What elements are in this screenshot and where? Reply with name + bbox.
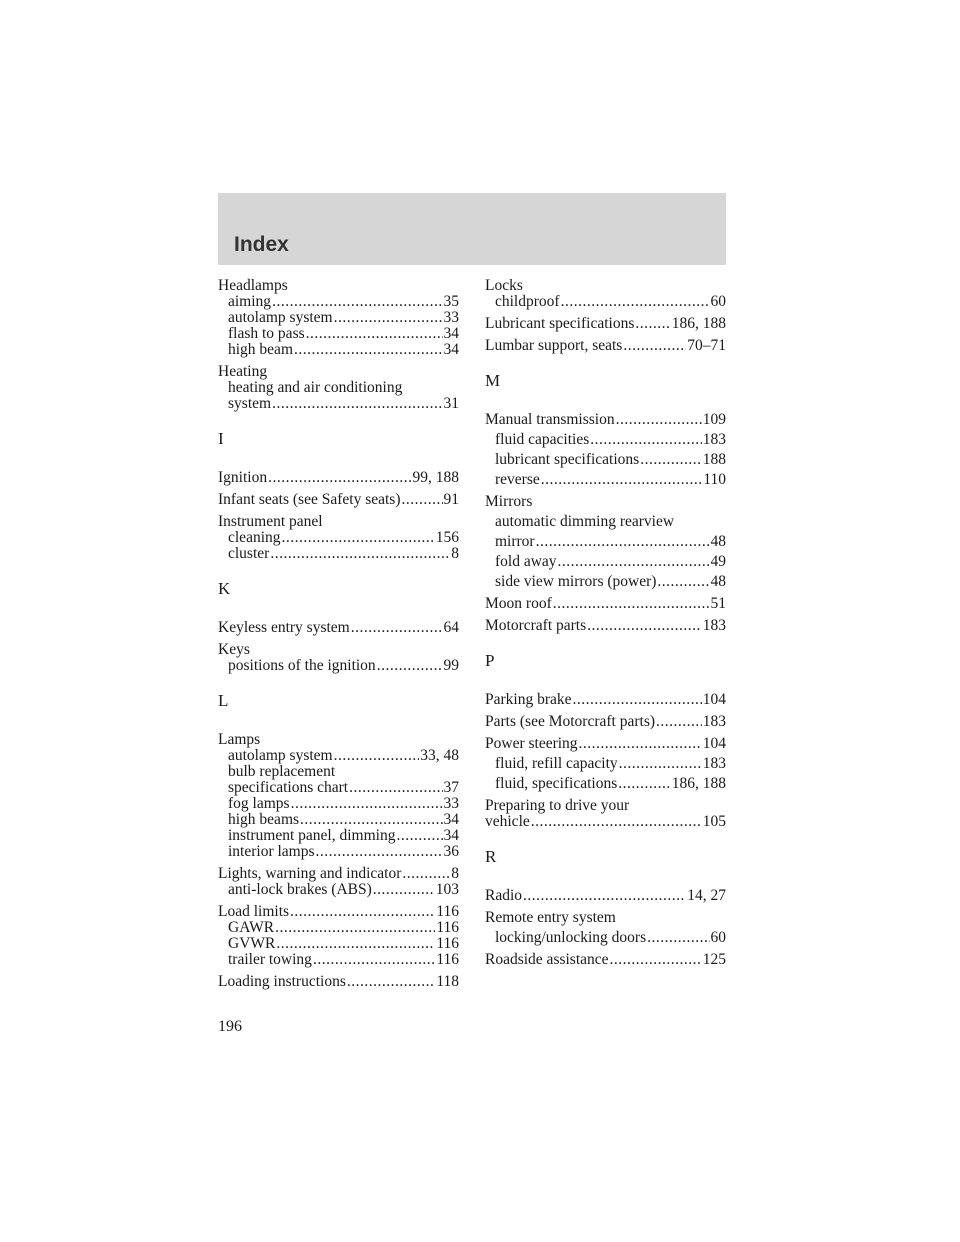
index-subentry (218, 530, 459, 546)
index-subentry (218, 920, 459, 936)
index-subentry (218, 812, 459, 828)
page-reference: 99 (443, 658, 459, 674)
entry-text: side view mirrors (power) (495, 574, 657, 590)
index-subentry (218, 546, 459, 562)
index-entry (485, 338, 726, 354)
entry-heading (218, 904, 459, 920)
dot-leader (610, 952, 702, 968)
page-reference: 31 (443, 396, 459, 412)
page-reference: 33 (443, 310, 459, 326)
page-reference: 118 (436, 974, 459, 990)
entry-heading: Headlamps (218, 278, 288, 294)
page-reference: 125 (702, 952, 726, 968)
entry-text: high beams (228, 812, 300, 828)
index-subentry (485, 574, 726, 590)
section-letter: R (485, 847, 497, 866)
section-letter: L (218, 691, 229, 710)
page-reference: 36 (443, 844, 459, 860)
page-reference: 183 (702, 714, 726, 730)
entry-text: interior lamps (228, 844, 315, 860)
page-reference: 34 (443, 342, 459, 358)
entry-text: trailer towing (228, 952, 312, 968)
entry-text: locking/unlocking doors (495, 930, 647, 946)
index-column-left (218, 278, 459, 990)
entry-text: positions of the ignition (228, 658, 376, 674)
entry-heading (485, 952, 726, 968)
entry-text: mirror (495, 534, 535, 550)
dot-leader (349, 780, 442, 796)
index-entry (218, 620, 459, 636)
index-subentry: bulb replacement (228, 764, 336, 780)
entry-text: instrument panel, dimming (228, 828, 396, 844)
page-reference: 60 (710, 294, 726, 310)
entry-text: Power steering (485, 736, 578, 752)
page-number: 196 (218, 1018, 242, 1035)
entry-text: fluid, specifications (495, 776, 618, 792)
dot-leader (306, 326, 443, 342)
dot-leader (402, 866, 450, 882)
dot-leader (616, 412, 702, 428)
dot-leader (334, 310, 443, 326)
entry-text: Lights, warning and indicator (218, 866, 402, 882)
dot-leader (536, 534, 710, 550)
index-subentry (485, 432, 726, 448)
dot-leader (640, 452, 702, 468)
entry-text: system (228, 396, 272, 412)
index-entry (218, 470, 459, 486)
index-entry (485, 618, 726, 634)
entry-text: Infant seats (see Safety seats) (218, 492, 401, 508)
entry-heading: Mirrors (485, 494, 533, 510)
index-entry (218, 492, 459, 508)
dot-leader (558, 554, 710, 570)
entry-text: Moon roof (485, 596, 552, 612)
index-subentry (218, 310, 459, 326)
index-subentry (218, 780, 459, 796)
entry-heading (218, 470, 459, 486)
entry-heading: Keys (218, 642, 250, 658)
index-subentry (218, 828, 459, 844)
index-entry (485, 316, 726, 332)
page-reference: 104 (702, 692, 726, 708)
section-letter: P (485, 651, 495, 670)
page-reference: 37 (443, 780, 459, 796)
dot-leader (401, 492, 442, 508)
page-reference: 110 (703, 472, 726, 488)
page-reference: 183 (702, 618, 726, 634)
page-reference: 14, 27 (687, 888, 726, 904)
page-reference: 116 (436, 952, 459, 968)
dot-leader (523, 888, 686, 904)
index-subentry (218, 326, 459, 342)
dot-leader (351, 620, 443, 636)
entry-text: autolamp system (228, 310, 333, 326)
entry-heading (485, 736, 726, 752)
entry-text: autolamp system (228, 748, 333, 764)
page-reference: 34 (443, 812, 459, 828)
section-letter: K (218, 579, 231, 598)
index-entry (218, 732, 459, 860)
dot-leader (373, 882, 435, 898)
index-entry (218, 974, 459, 990)
index-entry (485, 952, 726, 968)
page-reference: 105 (702, 814, 726, 830)
page-reference: 186, 188 (671, 316, 726, 332)
dot-leader (347, 974, 435, 990)
section-letter: M (485, 371, 501, 390)
entry-text: Parts (see Motorcraft parts) (485, 714, 656, 730)
dot-leader (313, 952, 435, 968)
dot-leader (275, 920, 435, 936)
dot-leader (396, 828, 442, 844)
entry-heading (485, 316, 726, 332)
index-subentry (218, 952, 459, 968)
dot-leader (300, 812, 442, 828)
dot-leader (270, 546, 450, 562)
entry-text: Keyless entry system (218, 620, 350, 636)
dot-leader (268, 470, 411, 486)
page-reference: 109 (702, 412, 726, 428)
index-entry (218, 866, 459, 898)
page-reference: 70–71 (687, 338, 726, 354)
index-subentry (218, 342, 459, 358)
page-reference: 183 (702, 432, 726, 448)
index-subentry: automatic dimming rearview (495, 514, 675, 530)
index-column-right (485, 278, 726, 968)
entry-text: Radio (485, 888, 523, 904)
dot-leader (276, 936, 435, 952)
entry-text: lubricant specifications (495, 452, 640, 468)
index-entry (218, 904, 459, 968)
dot-leader (657, 574, 709, 590)
index-subentry (218, 936, 459, 952)
page-reference: 188 (702, 452, 726, 468)
index-subentry (485, 472, 726, 488)
index-subentry (485, 554, 726, 570)
entry-text: fluid, refill capacity (495, 756, 618, 772)
entry-heading (485, 338, 726, 354)
entry-heading (218, 620, 459, 636)
index-subentry (218, 796, 459, 812)
page-reference: 60 (710, 930, 726, 946)
section-letter: I (218, 429, 224, 448)
entry-text: GVWR (228, 936, 276, 952)
index-entry (218, 514, 459, 562)
entry-text: Ignition (218, 470, 268, 486)
index-subentry (485, 756, 726, 772)
dot-leader (282, 530, 435, 546)
entry-text: high beam (228, 342, 293, 358)
entry-text: cleaning (228, 530, 281, 546)
page-reference: 34 (443, 828, 459, 844)
entry-heading (485, 714, 726, 730)
dot-leader (647, 930, 709, 946)
entry-heading: Preparing to drive your (485, 798, 630, 814)
entry-text: childproof (495, 294, 560, 310)
page-reference: 49 (710, 554, 726, 570)
dot-leader (587, 618, 702, 634)
dot-leader (656, 714, 702, 730)
page-reference: 33 (443, 796, 459, 812)
index-subentry (218, 294, 459, 310)
entry-text: Roadside assistance (485, 952, 609, 968)
index-subentry (485, 534, 726, 550)
entry-heading: Remote entry system (485, 910, 616, 926)
dot-leader (377, 658, 443, 674)
index-subentry (218, 748, 459, 764)
page-title: Index (234, 233, 289, 256)
dot-leader (635, 316, 670, 332)
entry-heading (485, 618, 726, 634)
page-reference: 116 (436, 920, 459, 936)
page-reference: 116 (436, 936, 459, 952)
page-reference: 156 (435, 530, 459, 546)
dot-leader (291, 796, 443, 812)
entry-text: flash to pass (228, 326, 305, 342)
index-subentry (485, 294, 726, 310)
entry-text: fog lamps (228, 796, 290, 812)
entry-text: Manual transmission (485, 412, 615, 428)
dot-leader (590, 432, 702, 448)
index-subentry (218, 396, 459, 412)
entry-text: specifications chart (228, 780, 349, 796)
index-entry (485, 412, 726, 488)
dot-leader (272, 396, 442, 412)
page-reference: 33, 48 (420, 748, 459, 764)
index-entry (485, 888, 726, 904)
dot-leader (541, 472, 703, 488)
dot-leader (561, 294, 710, 310)
dot-leader (573, 692, 702, 708)
index-subentry: heating and air conditioning (228, 380, 403, 396)
index-subentry (485, 930, 726, 946)
entry-text: fluid capacities (495, 432, 590, 448)
entry-text: Lubricant specifications (485, 316, 635, 332)
page-reference: 8 (451, 546, 459, 562)
dot-leader (553, 596, 710, 612)
index-subentry (485, 814, 726, 830)
entry-text: Load limits (218, 904, 290, 920)
index-subentry (485, 452, 726, 468)
dot-leader (623, 338, 686, 354)
index-entry (485, 278, 726, 310)
entry-text: Loading instructions (218, 974, 346, 990)
dot-leader (316, 844, 443, 860)
page-reference: 104 (702, 736, 726, 752)
entry-heading: Locks (485, 278, 523, 294)
page-reference: 51 (710, 596, 726, 612)
header-banner (218, 193, 726, 265)
index-entry (218, 642, 459, 674)
entry-text: GAWR (228, 920, 275, 936)
page-reference: 91 (443, 492, 459, 508)
entry-heading (485, 596, 726, 612)
index-subentry (218, 882, 459, 898)
dot-leader (579, 736, 702, 752)
entry-heading: Heating (218, 364, 268, 380)
index-entry (218, 278, 459, 358)
entry-text: reverse (495, 472, 540, 488)
page-reference: 103 (435, 882, 459, 898)
dot-leader (294, 342, 443, 358)
index-subentry (485, 776, 726, 792)
page-reference: 35 (443, 294, 459, 310)
index-entry (485, 494, 726, 590)
entry-text: Motorcraft parts (485, 618, 587, 634)
index-entry (485, 910, 726, 946)
index-subentry (218, 658, 459, 674)
index-entry (485, 692, 726, 708)
entry-text: anti-lock brakes (ABS) (228, 882, 372, 898)
dot-leader (334, 748, 420, 764)
index-subentry (218, 844, 459, 860)
page-reference: 8 (451, 866, 459, 882)
index-entry (485, 714, 726, 730)
index-entry (485, 736, 726, 792)
entry-text: aiming (228, 294, 272, 310)
entry-heading (218, 866, 459, 882)
page-reference: 34 (443, 326, 459, 342)
entry-heading (218, 974, 459, 990)
entry-heading: Instrument panel (218, 514, 323, 530)
page-reference: 48 (710, 574, 726, 590)
entry-heading (218, 492, 459, 508)
index-entry (485, 596, 726, 612)
entry-heading (485, 692, 726, 708)
dot-leader (272, 294, 442, 310)
entry-heading (485, 412, 726, 428)
dot-leader (290, 904, 435, 920)
entry-text: vehicle (485, 814, 530, 830)
entry-text: fold away (495, 554, 557, 570)
entry-heading (485, 888, 726, 904)
dot-leader (531, 814, 702, 830)
page-reference: 186, 188 (671, 776, 726, 792)
entry-text: Parking brake (485, 692, 572, 708)
entry-text: cluster (228, 546, 270, 562)
entry-heading: Lamps (218, 732, 261, 748)
dot-leader (618, 776, 671, 792)
entry-text: Lumbar support, seats (485, 338, 623, 354)
page-reference: 64 (443, 620, 459, 636)
page-reference: 99, 188 (412, 470, 459, 486)
index-entry (485, 798, 726, 830)
index-entry (218, 364, 459, 412)
page-reference: 48 (710, 534, 726, 550)
dot-leader (619, 756, 702, 772)
page-reference: 116 (436, 904, 459, 920)
page-reference: 183 (702, 756, 726, 772)
